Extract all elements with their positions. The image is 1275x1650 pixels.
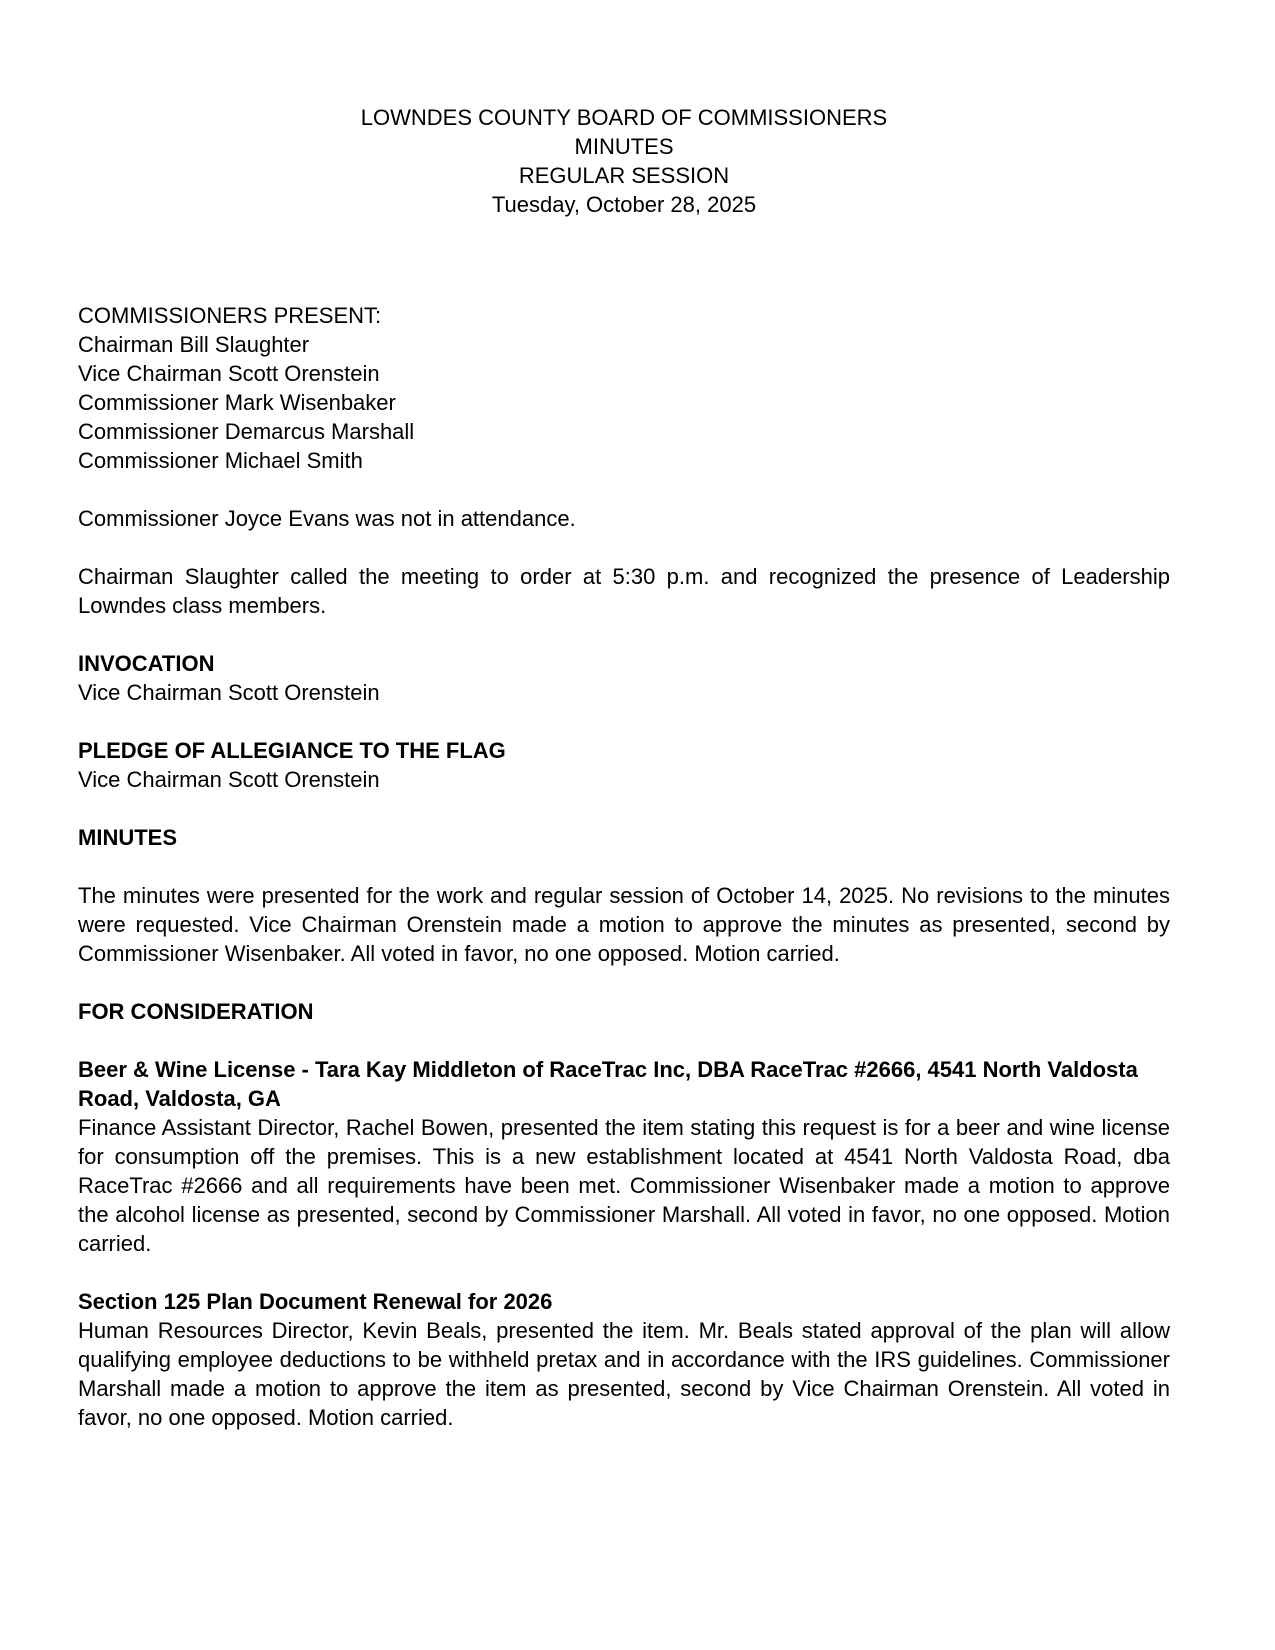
pledge-presenter: Vice Chairman Scott Orenstein — [78, 767, 380, 792]
consideration-item-title: Beer & Wine License - Tara Kay Middleton of RaceTrac Inc, DBA RaceTrac #2666, 4541 North Valdosta Road, Valdosta, GA — [78, 1057, 1138, 1111]
commissioner-name: Chairman Bill Slaughter — [78, 332, 310, 357]
document-header — [78, 103, 1170, 219]
consideration-item-title: Section 125 Plan Document Renewal for 2026 — [78, 1289, 553, 1314]
header-org-title: LOWNDES COUNTY BOARD OF COMMISSIONERS — [360, 105, 888, 130]
header-session-type: REGULAR SESSION — [518, 163, 730, 188]
consideration-item-beer-wine-license — [78, 1055, 1170, 1258]
commissioner-name: Vice Chairman Scott Orenstein — [78, 361, 380, 386]
consideration-item-body: Finance Assistant Director, Rachel Bowen, presented the item stating this request is for a beer and wine license for consumption off the premises. This is a new establishment located at 4541 North Valdosta Road, dba RaceTrac #2666 and all requirements have been met. Commissioner Wisenbaker made a motion to approve the alcohol license as presented, second by Commissioner Marshall. All voted in favor, no one opposed. Motion carried. — [78, 1115, 1170, 1256]
commissioners-present-heading: COMMISSIONERS PRESENT: — [78, 303, 382, 328]
consideration-item-body: Human Resources Director, Kevin Beals, presented the item. Mr. Beals stated approval of the plan will allow qualifying employee deductions to be withheld pretax and in accordance with the IRS guidelines. Commissioner Marshall made a motion to approve the item as presented, second by Vice Chairman Orenstein. All voted in favor, no one opposed. Motion carried. — [78, 1318, 1170, 1430]
pledge-heading: PLEDGE OF ALLEGIANCE TO THE FLAG — [78, 738, 506, 763]
for-consideration-heading: FOR CONSIDERATION — [78, 999, 314, 1024]
minutes-paragraph: The minutes were presented for the work and regular session of October 14, 2025. No revisions to the minutes were requested. Vice Chairman Orenstein made a motion to approve the minutes as presented, second by Commissioner Wisenbaker. All voted in favor, no one opposed. Motion carried. — [78, 883, 1170, 966]
invocation-section — [78, 649, 1170, 707]
header-meeting-date: Tuesday, October 28, 2025 — [491, 192, 757, 217]
call-to-order-paragraph: Chairman Slaughter called the meeting to order at 5:30 p.m. and recognized the presence of Leadership Lowndes class members. — [78, 564, 1170, 618]
commissioners-present-section — [78, 301, 1170, 475]
minutes-heading: MINUTES — [78, 825, 177, 850]
invocation-presenter: Vice Chairman Scott Orenstein — [78, 680, 380, 705]
commissioner-name: Commissioner Demarcus Marshall — [78, 419, 415, 444]
commissioner-name: Commissioner Mark Wisenbaker — [78, 390, 396, 415]
header-doc-type: MINUTES — [574, 134, 674, 159]
pledge-section — [78, 736, 1170, 794]
absent-note: Commissioner Joyce Evans was not in attendance. — [78, 506, 576, 531]
commissioner-name: Commissioner Michael Smith — [78, 448, 363, 473]
consideration-item-section-125-plan — [78, 1287, 1170, 1432]
invocation-heading: INVOCATION — [78, 651, 215, 676]
